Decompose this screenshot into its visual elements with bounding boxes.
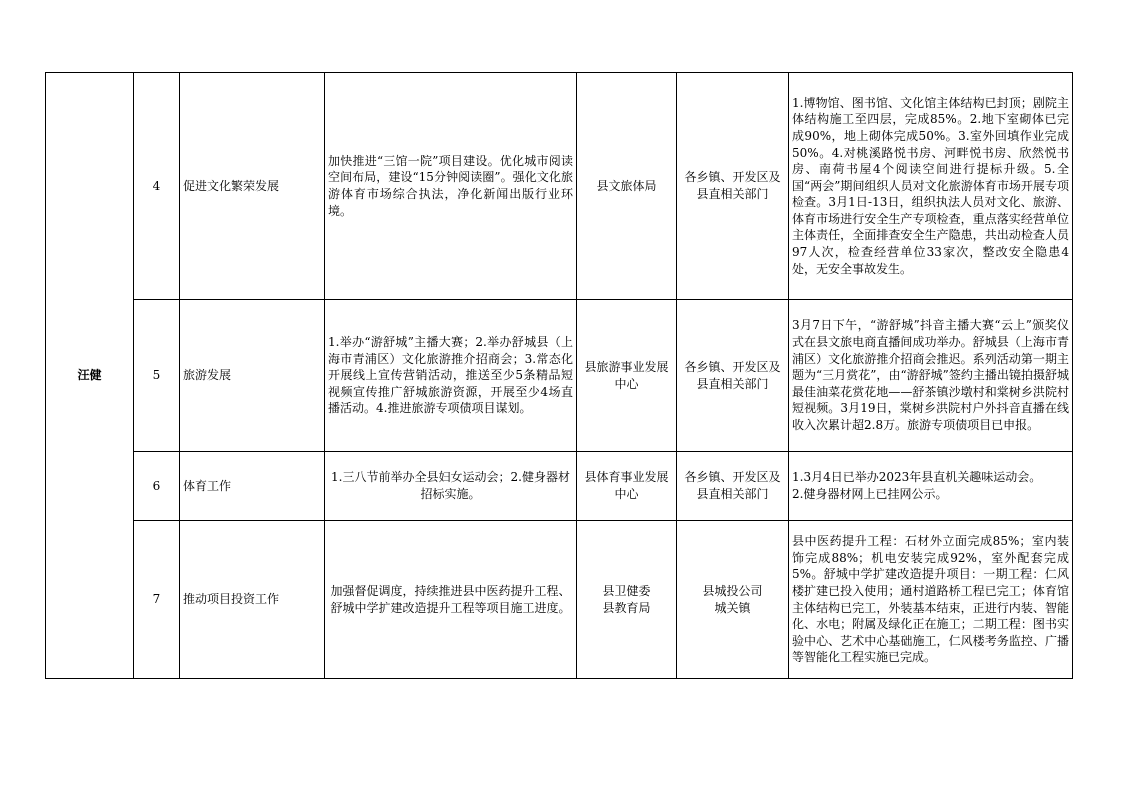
cooperating-units: 县城投公司 城关镇	[677, 521, 789, 679]
row-number: 5	[134, 300, 180, 452]
cooperating-units: 各乡镇、开发区及县直相关部门	[677, 300, 789, 452]
progress-status: 1.博物馆、图书馆、文化馆主体结构已封顶；剧院主体结构施工至四层，完成85%。2.地下室砌体已完成90%，地上砌体完成50%。3.室外回填作业完成50%。4.对桃溪路悦书房、河畔悦书房、欣然悦书房、南荷书屋4个阅读空间进行提标升级。5.全国“两会”期间组织人员对文化旅游体育市场开展专项检查。3月1日-13日，组织执法人员对文化、旅游、体育市场进行安全生产专项检查，重点落实经营单位主体责任，全面排查安全生产隐患，共出动检查人员97人次，检查经营单位33家次，整改安全隐患4处，无安全事故发生。	[789, 73, 1073, 300]
table-row	[46, 300, 1073, 452]
row-number: 4	[134, 73, 180, 300]
progress-status: 3月7日下午，“游舒城”抖音主播大赛“云上”颁奖仪式在县文旅电商直播间成功举办。舒城县（上海市青浦区）文化旅游推介招商会推迟。系列活动第一期主题为“三月赏花”，由“游舒城”签约主播出镜拍摄舒城最佳油菜花赏花地——舒茶镇沙墩村和棠树乡洪院村短视频。3月19日，棠树乡洪院村户外抖音直播在线收入次累计超2.8万。旅游专项债项目已申报。	[789, 300, 1073, 452]
cooperating-units: 各乡镇、开发区及县直相关部门	[677, 73, 789, 300]
row-number: 7	[134, 521, 180, 679]
work-progress-table	[45, 72, 1073, 679]
task-name: 推动项目投资工作	[180, 521, 325, 679]
work-plan: 加强督促调度，持续推进县中医药提升工程、舒城中学扩建改造提升工程等项目施工进度。	[325, 521, 577, 679]
lead-department: 县旅游事业发展中心	[577, 300, 677, 452]
progress-status: 县中医药提升工程：石材外立面完成85%；室内装饰完成88%；机电安装完成92%，室外配套完成5%。舒城中学扩建改造提升项目：一期工程：仁风楼扩建已投入使用；通村道路桥工程已完工；体育馆主体结构已完工，外装基本结束，正进行内装、智能化、水电；附属及绿化正在施工；二期工程：图书实验中心、艺术中心基础施工，仁风楼考务监控、广播等智能化工程实施已完成。	[789, 521, 1073, 679]
table-row	[46, 521, 1073, 679]
cooperating-units: 各乡镇、开发区及县直相关部门	[677, 452, 789, 521]
table-row	[46, 73, 1073, 300]
work-plan: 1.三八节前举办全县妇女运动会；2.健身器材招标实施。	[325, 452, 577, 521]
task-name: 体育工作	[180, 452, 325, 521]
task-name: 促进文化繁荣发展	[180, 73, 325, 300]
work-plan: 1.举办“游舒城”主播大赛；2.举办舒城县（上海市青浦区）文化旅游推介招商会；3.常态化开展线上宣传营销活动，推送至少5条精品短视频宣传推广舒城旅游资源，开展至少4场直播活动。4.推进旅游专项债项目谋划。	[325, 300, 577, 452]
work-plan: 加快推进“三馆一院”项目建设。优化城市阅读空间布局，建设“15分钟阅读圈”。强化文化旅游体育市场综合执法，净化新闻出版行业环境。	[325, 73, 577, 300]
task-name: 旅游发展	[180, 300, 325, 452]
lead-department: 县卫健委 县教育局	[577, 521, 677, 679]
lead-department: 县体育事业发展中心	[577, 452, 677, 521]
table-row	[46, 452, 1073, 521]
responsible-person: 汪健	[46, 73, 134, 679]
row-number: 6	[134, 452, 180, 521]
progress-status: 1.3月4日已举办2023年县直机关趣味运动会。 2.健身器材网上已挂网公示。	[789, 452, 1073, 521]
lead-department: 县文旅体局	[577, 73, 677, 300]
